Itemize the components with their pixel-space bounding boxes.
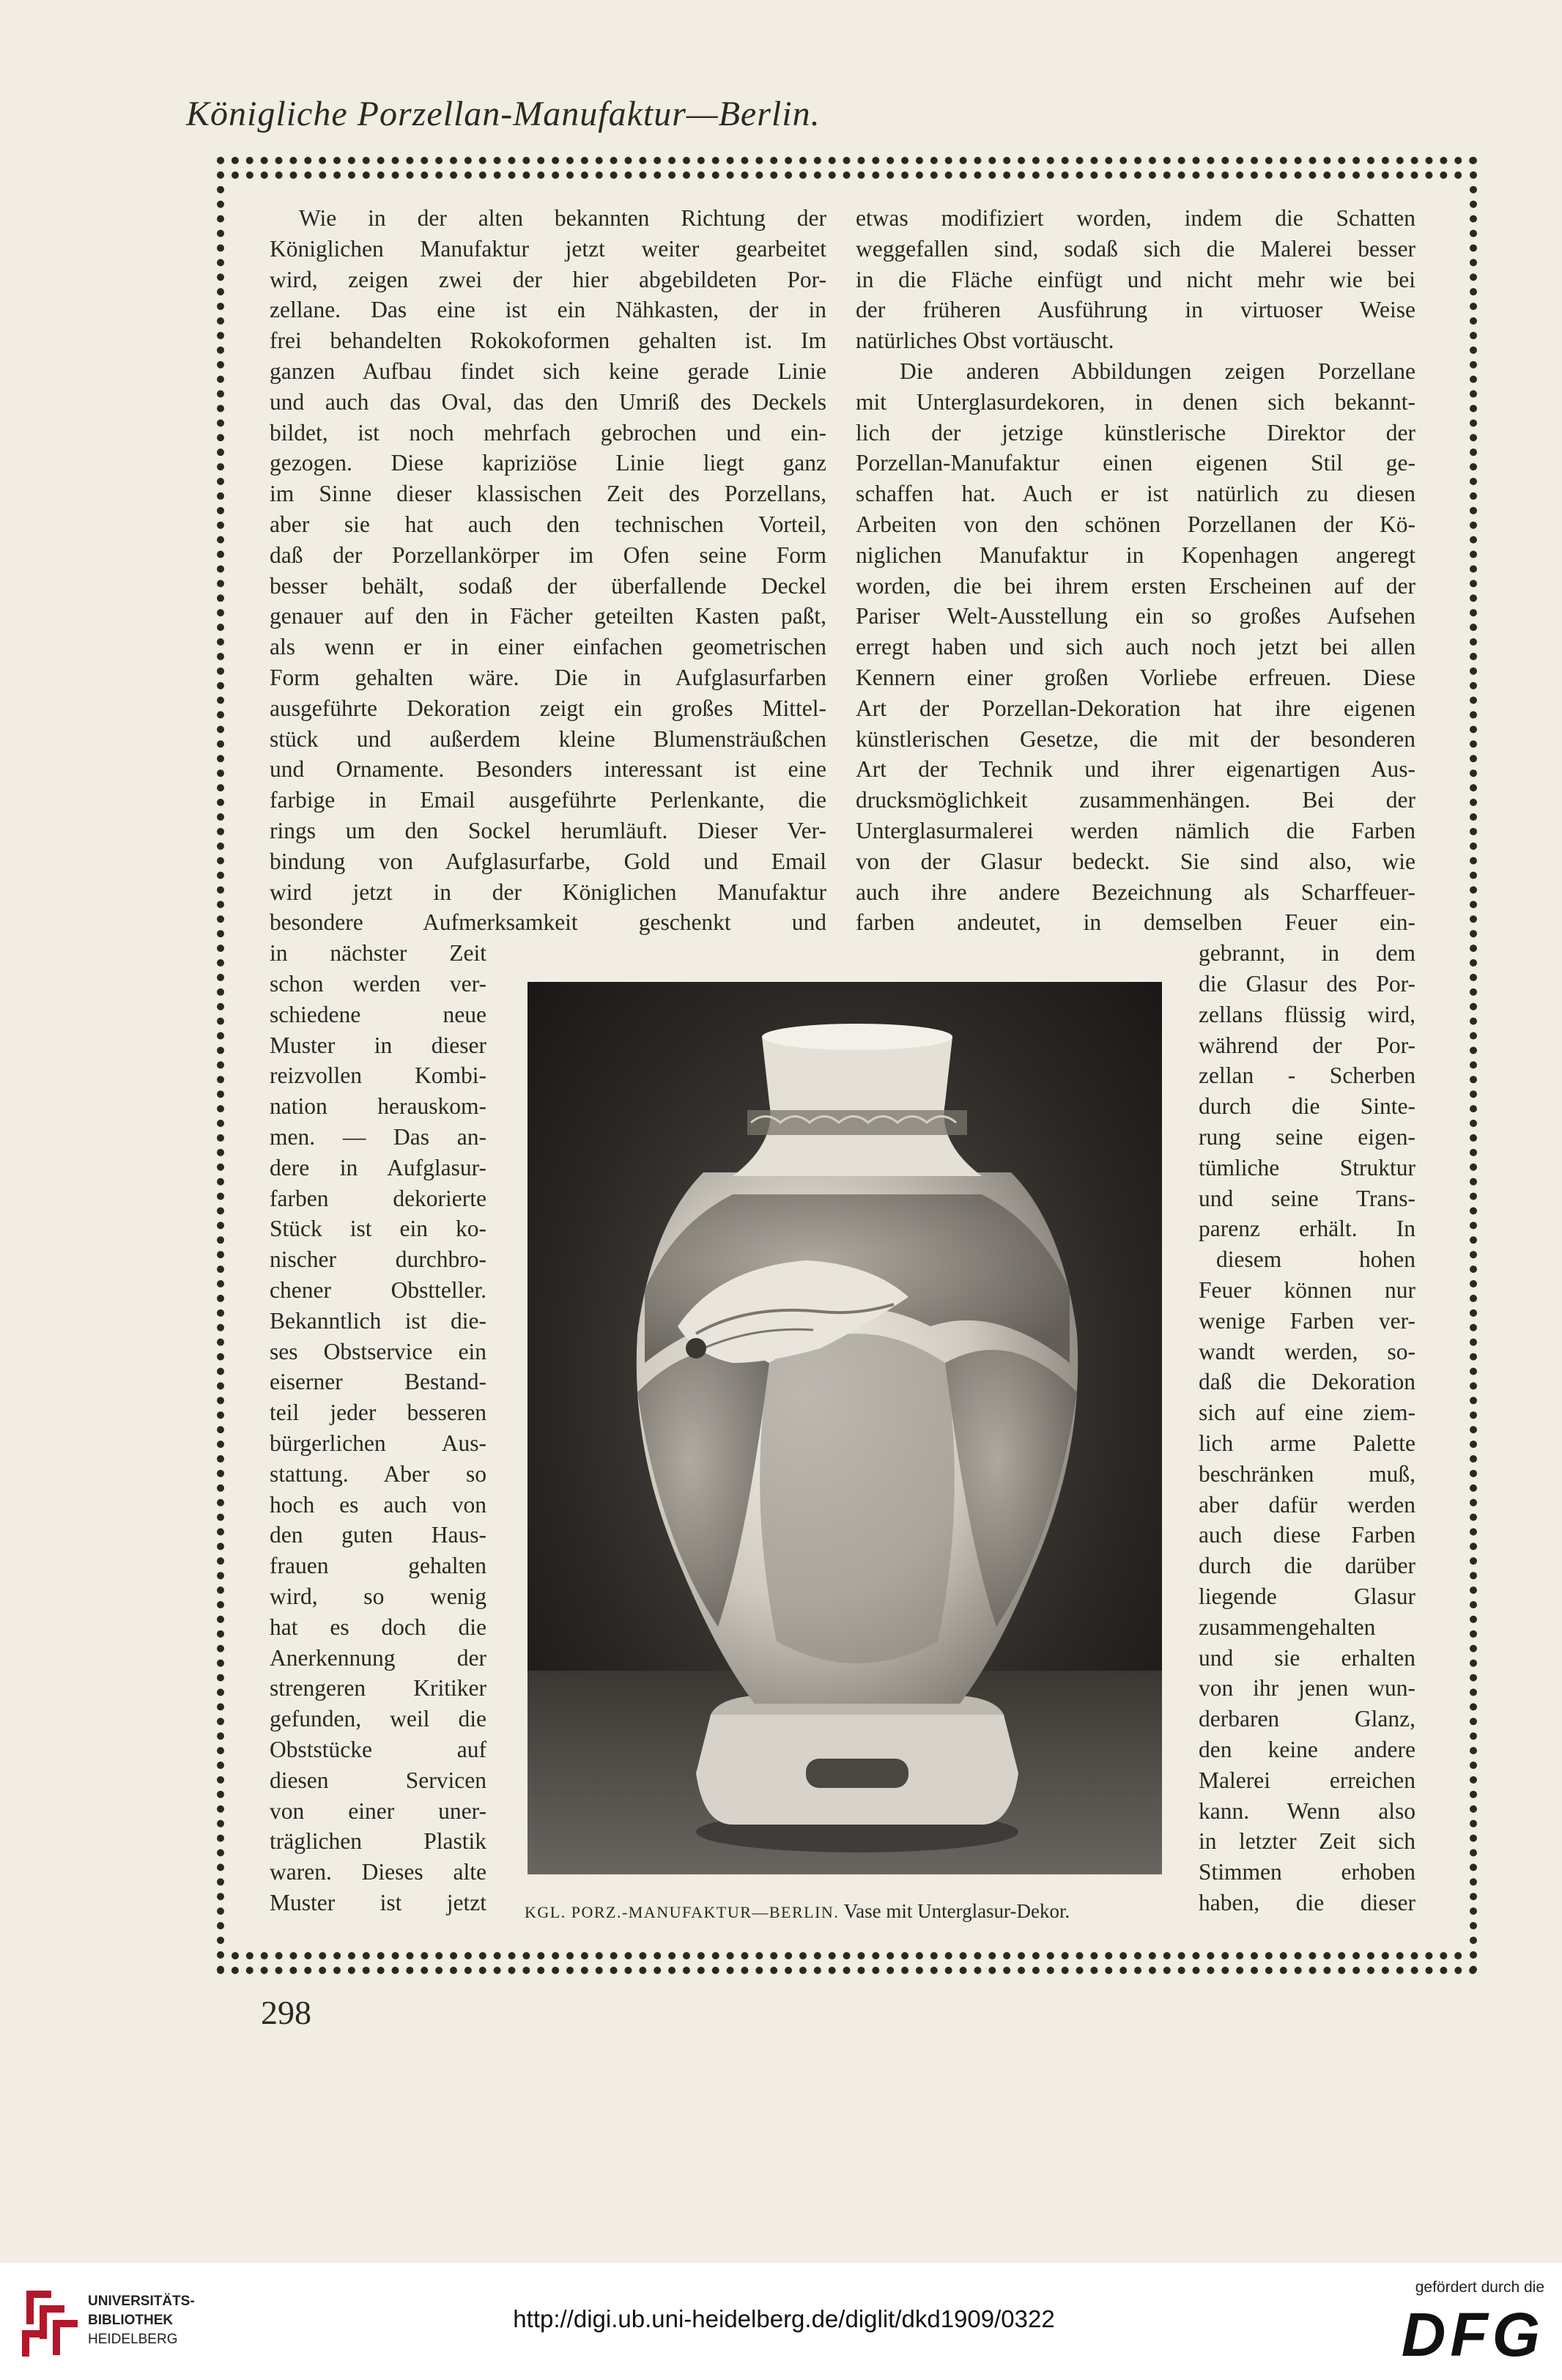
text-line: stück und außerdem kleine Blumensträußchen (270, 725, 826, 752)
text-line: schiedene neue (270, 1001, 486, 1027)
text-line: und seine Trans- (1199, 1185, 1415, 1211)
text-line: und auch das Oval, das den Umriß des Deckels (270, 388, 826, 415)
text-line: daß der Porzellankörper im Ofen seine Form (270, 542, 826, 568)
text-line: auch diese Farben (1199, 1522, 1415, 1548)
text-line: waren. Dieses alte (270, 1859, 486, 1885)
university-library-logo (18, 2283, 79, 2362)
text-line: ses Obstservice ein (270, 1338, 486, 1364)
text-line: ausgeführte Dekoration zeigt ein großes Mittel- (270, 695, 826, 721)
text-line: im Sinne dieser klassischen Zeit des Porzellans, (270, 481, 826, 507)
text-line: die Glasur des Por- (1199, 971, 1415, 997)
text-line: von der Glasur bedeckt. Sie sind also, wie (856, 848, 1415, 874)
text-line: frauen gehalten (270, 1553, 486, 1579)
text-line: ganzen Aufbau findet sich keine gerade Linie (270, 358, 826, 384)
text-line: chener Obstteller. (270, 1277, 486, 1303)
text-line: men. — Das an- (270, 1124, 486, 1150)
text-line: wird, zeigen zwei der hier abgebildeten Por- (270, 266, 826, 292)
text-line: natürliches Obst vortäuscht. (856, 328, 1114, 354)
text-line: Kennern einer großen Vorliebe erfreuen. Diese (856, 665, 1415, 690)
text-line: lich arme Palette (1199, 1430, 1415, 1456)
text-line: von ihr jenen wun- (1199, 1675, 1415, 1701)
text-line: bildet, ist noch mehrfach gebrochen und ein- (270, 419, 826, 446)
text-line: wird jetzt in der Königlichen Manufaktur (270, 879, 826, 905)
text-line: Obststücke auf (270, 1737, 486, 1762)
text-line: besondere Aufmerksamkeit geschenkt und (270, 909, 826, 936)
text-line: etwas modifiziert worden, indem die Schatten (856, 205, 1415, 231)
text-line: träglichen Plastik (270, 1828, 486, 1855)
text-line: bürgerlichen Aus- (270, 1430, 486, 1456)
text-line: Form gehalten wäre. Die in Aufglasurfarben (270, 665, 826, 690)
text-line: strengeren Kritiker (270, 1675, 486, 1701)
text-line: Pariser Welt-Ausstellung ein so großes Aufsehen (856, 603, 1415, 629)
text-line: nischer durchbro- (270, 1246, 486, 1273)
dfg-logo: DFG (1401, 2300, 1544, 2369)
text-line: hoch es auch von (270, 1491, 486, 1518)
text-line: kann. Wenn also (1199, 1797, 1415, 1824)
text-line: Die anderen Abbildungen zeigen Porzellane (900, 358, 1415, 384)
text-line: durch die darüber (1199, 1553, 1415, 1579)
text-line: auch ihre andere Bezeichnung als Scharffeuer- (856, 879, 1415, 905)
caption-title: Vase mit Unterglasur-Dekor. (843, 1900, 1070, 1922)
text-line: und Ornamente. Besonders interessant ist eine (270, 756, 826, 783)
text-line: drucksmöglichkeit zusammenhängen. Bei der (856, 787, 1415, 813)
permalink-url[interactable]: http://digi.ub.uni-heidelberg.de/diglit/dkd1909/0322 (513, 2305, 1055, 2332)
text-line: daß die Dekoration (1199, 1369, 1415, 1395)
text-line: von einer uner- (270, 1797, 486, 1824)
text-line: mit Unterglasurdekoren, in denen sich bekannt- (856, 388, 1415, 415)
text-line: liegende Glasur (1199, 1583, 1415, 1609)
text-line: teil jeder besseren (270, 1400, 486, 1426)
text-line: haben, die dieser (1199, 1890, 1415, 1915)
text-line: Stimmen erhoben (1199, 1859, 1415, 1885)
text-line: farbige in Email ausgeführte Perlenkante, die (270, 787, 826, 813)
text-line: den keine andere (1199, 1737, 1415, 1762)
text-line: schaffen hat. Auch er ist natürlich zu diesen (856, 481, 1415, 507)
text-line: rings um den Sockel herumläuft. Dieser Ver- (270, 818, 826, 843)
text-line: bindung von Aufglasurfarbe, Gold und Email (270, 848, 826, 874)
text-line: reizvollen Kombi- (270, 1062, 486, 1089)
text-line: zellan - Scherben (1199, 1062, 1415, 1089)
text-line: genauer auf den in Fächer geteilten Kasten paßt, (270, 603, 826, 629)
text-line: diesen Servicen (270, 1767, 486, 1793)
text-line: weggefallen sind, sodaß sich die Malerei besser (856, 235, 1415, 262)
text-line: in nächster Zeit (270, 940, 486, 967)
text-line: sich auf eine ziem- (1199, 1400, 1415, 1426)
digitization-footer (0, 2263, 1562, 2380)
page-number: 298 (261, 1994, 311, 2031)
text-line: gefunden, weil die (270, 1706, 486, 1732)
text-line: Anerkennung der (270, 1644, 486, 1671)
vase-photograph (528, 982, 1162, 1874)
text-line: in die Fläche einfügt und nicht mehr wie bei (856, 266, 1415, 292)
text-line: wird, so wenig (270, 1583, 486, 1609)
text-line: aber sie hat auch den technischen Vorteil, (270, 511, 826, 537)
text-line: gebrannt, in dem (1199, 940, 1415, 967)
figure-caption (525, 1896, 1169, 1926)
text-line: frei behandelten Rokokoformen gehalten ist. Im (270, 328, 826, 354)
text-line: besser behält, sodaß der überfallende Deckel (270, 572, 826, 599)
text-line: Unterglasurmalerei werden nämlich die Farben (856, 818, 1415, 843)
text-line: der früheren Ausführung in virtuoser Weise (856, 297, 1415, 323)
text-line: den guten Haus- (270, 1522, 486, 1548)
caption-manufacturer: KGL. PORZ.-MANUFAKTUR—BERLIN. (525, 1903, 840, 1921)
text-line: niglichen Manufaktur in Kopenhagen angeregt (856, 542, 1415, 568)
text-line: wenige Farben ver- (1199, 1307, 1415, 1334)
running-head: Königliche Porzellan-Manufaktur—Berlin. (186, 95, 821, 133)
text-line: Malerei erreichen (1199, 1767, 1415, 1793)
text-line: erregt haben und sich auch noch jetzt bei allen (856, 634, 1415, 660)
text-line: parenz erhält. In (1199, 1216, 1415, 1242)
text-line: als wenn er in einer einfachen geometrischen (270, 634, 826, 660)
funding-label: gefördert durch die (1415, 2279, 1544, 2296)
text-line: durch die Sinte- (1199, 1093, 1415, 1120)
text-line: gezogen. Diese kapriziöse Linie liegt ganz (270, 450, 826, 476)
text-line: zellane. Das eine ist ein Nähkasten, der in (270, 297, 826, 323)
text-line: beschränken muß, (1199, 1460, 1415, 1487)
text-line: Muster ist jetzt (270, 1890, 486, 1915)
text-line: Arbeiten von den schönen Porzellanen der Kö- (856, 511, 1415, 537)
text-line: Stück ist ein ko- (270, 1216, 486, 1242)
university-library-name: UNIVERSITÄTS- BIBLIOTHEK HEIDELBERG (88, 2294, 195, 2347)
text-line: künstlerischen Gesetze, die mit der besonderen (856, 725, 1415, 752)
text-line: zusammengehalten (1199, 1614, 1376, 1640)
text-line: wandt werden, so- (1199, 1338, 1415, 1364)
text-line: Art der Technik und ihrer eigenartigen Aus- (856, 756, 1415, 783)
text-line: Bekanntlich ist die- (270, 1307, 486, 1334)
text-line: farben andeutet, in demselben Feuer ein- (856, 909, 1415, 936)
text-line: Art der Porzellan-Dekoration hat ihre eigenen (856, 695, 1415, 721)
text-line: Feuer können nur (1199, 1277, 1415, 1303)
text-line: eiserner Bestand- (270, 1369, 486, 1395)
text-line: stattung. Aber so (270, 1460, 486, 1487)
text-line: hat es doch die (270, 1614, 486, 1640)
text-line: rung seine eigen- (1199, 1124, 1415, 1150)
text-line: lich der jetzige künstlerische Direktor der (856, 419, 1415, 446)
text-line: und sie erhalten (1199, 1644, 1415, 1671)
text-line: worden, die bei ihrem ersten Erscheinen auf der (856, 572, 1415, 599)
text-line: Wie in der alten bekannten Richtung der (299, 205, 826, 231)
text-line: nation herauskom- (270, 1093, 486, 1120)
text-line: dere in Aufglasur- (270, 1154, 486, 1180)
text-line: zellans flüssig wird, (1199, 1001, 1415, 1027)
text-line: schon werden ver- (270, 971, 486, 997)
text-line: farben dekorierte (270, 1185, 486, 1211)
text-line: Muster in dieser (270, 1032, 486, 1058)
text-line: diesem hohen (1216, 1246, 1415, 1273)
text-line: Porzellan-Manufaktur einen eigenen Stil ge- (856, 450, 1415, 476)
text-line: aber dafür werden (1199, 1491, 1415, 1518)
text-line: derbaren Glanz, (1199, 1706, 1415, 1732)
text-line: Königlichen Manufaktur jetzt weiter gearbeitet (270, 235, 826, 262)
text-line: während der Por- (1199, 1032, 1415, 1058)
text-line: tümliche Struktur (1199, 1154, 1415, 1180)
text-line: in letzter Zeit sich (1199, 1828, 1415, 1855)
